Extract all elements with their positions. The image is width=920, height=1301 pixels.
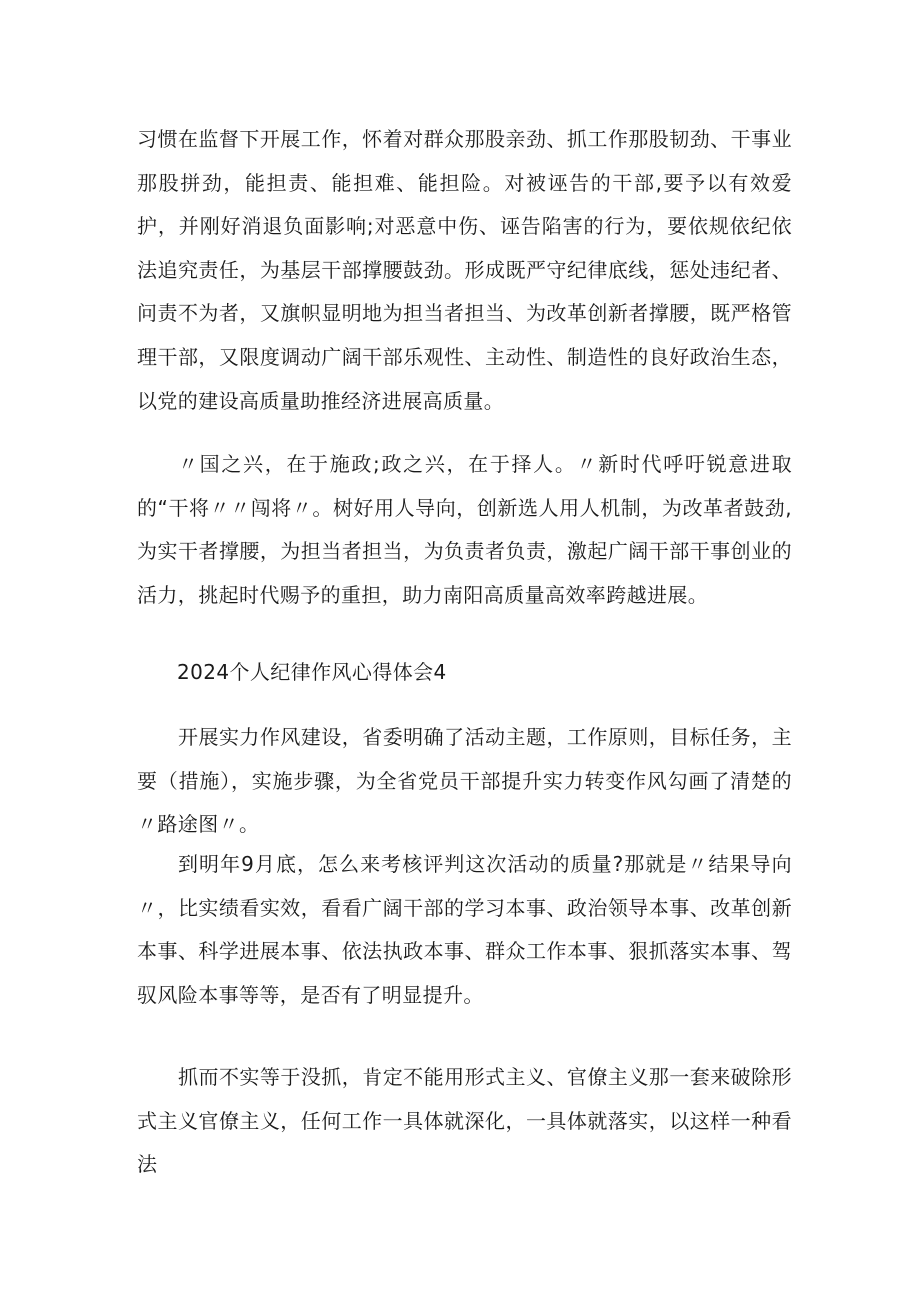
body-paragraph: 〃国之兴，在于施政;政之兴，在于择人。〃新时代呼吁锐意进取的“干将〃〃闯将〃。树好用人导向，创新选人用人机制，为改革者鼓劲,为实干者撑腰，为担当者担当，为负责者负责，激起广阔干部干事创业的活力，挑起时代赐予的重担，助力南阳高质量高效率跨越进展。 xyxy=(137,452,792,607)
body-paragraph: 到明年9月底，怎么来考核评判这次活动的质量?那就是〃结果导向〃，比实绩看实效，看看广阔干部的学习本事、政治领导本事、改革创新本事、科学进展本事、依法执政本事、群众工作本事、狠抓落实本事、驾驭风险本事等等，是否有了明显提升。 xyxy=(137,852,792,1007)
body-paragraph: 开展实力作风建设，省委明确了活动主题，工作原则，目标任务，主要（措施），实施步骤，为全省党员干部提升实力转变作风勾画了清楚的〃路途图〃。 xyxy=(137,725,792,837)
section-heading: 2024个人纪律作风心得体会4 xyxy=(177,660,447,684)
body-paragraph: 抓而不实等于没抓，肯定不能用形式主义、官僚主义那一套来破除形式主义官僚主义，任何工作一具体就深化，一具体就落实，以这样一种看法 xyxy=(137,1065,792,1177)
body-paragraph: 习惯在监督下开展工作，怀着对群众那股亲劲、抓工作那股韧劲、干事业那股拼劲，能担责、能担难、能担险。对被诬告的干部,要予以有效爱护，并刚好消退负面影响;对恶意中伤、诬告陷害的行为，要依规依纪依法追究责任，为基层干部撑腰鼓劲。形成既严守纪律底线，惩处违纪者、问责不为者，又旗帜显明地为担当者担当、为改革创新者撑腰，既严格管理干部，又限度调动广阔干部乐观性、主动性、制造性的良好政治生态，以党的建设高质量助推经济进展高质量。 xyxy=(137,127,792,413)
